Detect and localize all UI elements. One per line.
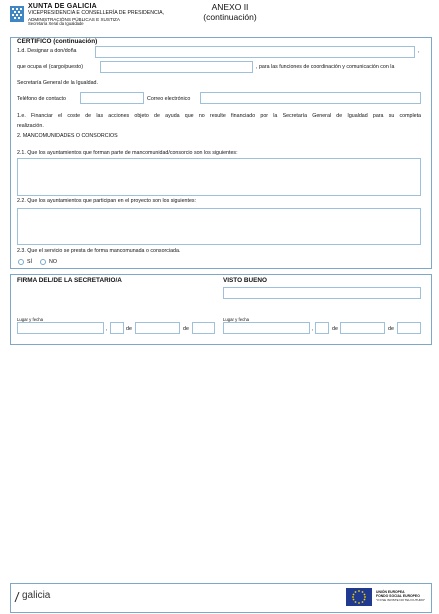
position-field[interactable] (100, 61, 253, 73)
right-day-field[interactable] (315, 322, 329, 334)
occupies-label: que ocupa el (cargo/puesto) (17, 64, 83, 70)
designee-name-field[interactable] (95, 46, 415, 58)
email-field[interactable] (200, 92, 421, 104)
q21-label: 2.1. Que los ayuntamientos que forman parte de mancomunidad/consorcio son los siguientes: (17, 150, 238, 156)
right-year-field[interactable] (397, 322, 421, 334)
org-name: XUNTA DE GALICIA (28, 3, 97, 10)
right-place-field[interactable] (223, 322, 310, 334)
functions-text: , para las funciones de coordinación y comunicación con la (256, 64, 395, 70)
org-dept: VICEPRESIDENCIA E CONSELLERÍA DE PRESIDENCIA, (28, 10, 165, 17)
right-place-date-label: Lugar y fecha (223, 317, 250, 322)
member-councils-textarea[interactable] (17, 158, 421, 196)
xunta-logo-icon (10, 6, 24, 22)
participant-councils-textarea[interactable] (17, 208, 421, 245)
left-day-field[interactable] (110, 322, 124, 334)
secretary-signature-title: FIRMA DEL/DE LA SECRETARIO/A (17, 277, 122, 284)
left-comma: , (106, 326, 108, 332)
header-org (28, 3, 164, 27)
yes-radio[interactable] (18, 259, 24, 265)
q22-label: 2.2. Que los ayuntamientos que participan en el proyecto son los siguientes: (17, 198, 197, 204)
comma-1: , (418, 48, 420, 54)
approval-title: VISTO BUENO (223, 277, 267, 284)
left-month-field[interactable] (135, 322, 180, 334)
annex-title: ANEXO II (211, 2, 249, 12)
phone-label: Teléfono de contacto (17, 96, 66, 102)
left-de-1: de (126, 326, 132, 332)
left-place-field[interactable] (17, 322, 104, 334)
finance-text-line1: 1.e. Financiar el coste de las acciones objeto de ayuda que no resulte financiado por la Secretaría General de Igualdad para su completa (17, 113, 421, 119)
section2-title: 2. MANCOMUNIDADES O CONSORCIOS (17, 133, 118, 139)
annex-heading (195, 2, 265, 22)
right-de-1: de (332, 326, 338, 332)
eu-line1: UNIÓN EUROPEA (376, 590, 405, 594)
signature-section (10, 274, 432, 345)
secretaria-text: Secretaría General de la Igualdad. (17, 80, 98, 86)
org-unit: Secretaría Xeral da Igualdade (28, 21, 84, 27)
eu-line2: FONDO SOCIAL EUROPEO (376, 594, 420, 599)
left-year-field[interactable] (192, 322, 215, 334)
certificate-title: CERTIFICO (continuación) (17, 38, 98, 45)
no-radio[interactable] (40, 259, 46, 265)
right-comma: , (312, 326, 314, 332)
eu-text (376, 590, 425, 603)
finance-text-line2: realización. (17, 123, 44, 129)
left-place-date-label: Lugar y fecha (17, 317, 44, 322)
right-month-field[interactable] (340, 322, 385, 334)
designate-label: 1.d. Designar a don/doña (17, 48, 77, 54)
galicia-mark-icon (14, 591, 20, 603)
q23-label: 2.3. Que el servicio se presta de forma mancomunada o consorciada. (17, 248, 181, 254)
right-de-2: de (388, 326, 394, 332)
galicia-logo: galicia (22, 590, 51, 601)
eu-flag-icon (346, 588, 372, 606)
annex-subtitle: (continuación) (203, 12, 257, 23)
left-de-2: de (183, 326, 189, 332)
org-dept-2: ADMINISTRACIÓNS PÚBLICAS E XUSTIZA (28, 17, 120, 23)
no-label: NO (49, 259, 57, 265)
email-label: Correo electrónico (147, 96, 191, 102)
approval-field[interactable] (223, 287, 421, 299)
yes-label: SÍ (27, 259, 33, 265)
eu-line3: "O FSE INVISTE NO TEU FUTURO" (376, 597, 426, 602)
phone-field[interactable] (80, 92, 144, 104)
